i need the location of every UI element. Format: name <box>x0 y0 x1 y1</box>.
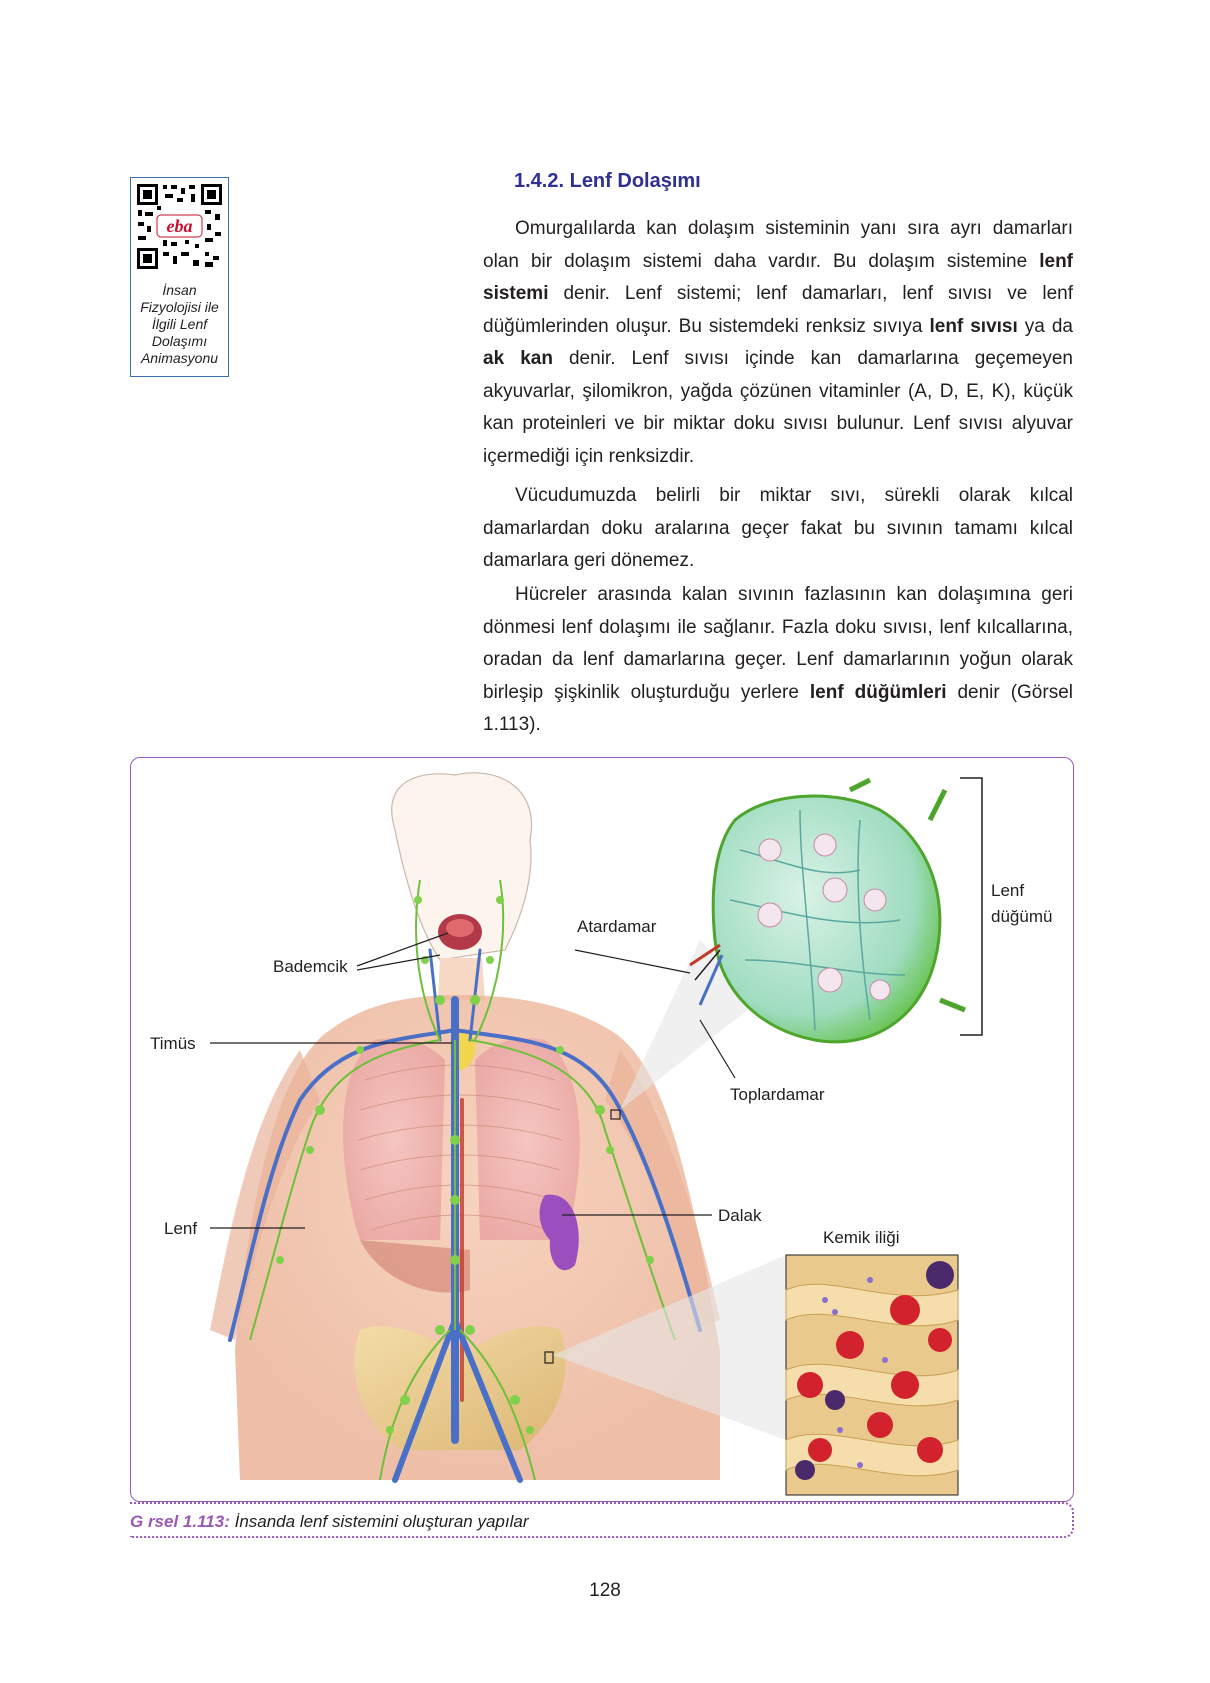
bold-term: lenf sistemi <box>483 250 1073 304</box>
bone-marrow-zoom <box>786 1255 958 1495</box>
label-toplardamar: Toplardamar <box>730 1085 825 1104</box>
caption-label: G rsel 1.113: <box>130 1512 230 1531</box>
text-run: ya da <box>1017 315 1073 337</box>
text-run: denir. Lenf sıvısı içinde kan damarlarına geçemeyen akyuvarlar, şilomikron, yağda çözünen vitaminler (A, D, E, K), küçük kan proteinleri ve bir miktar doku sıvısı bulunur. Lenf sıvısı alyuvar içermediği için renksizdir. <box>483 348 1074 467</box>
qr-caption: İnsan Fizyolojisi ile İlgili Lenf Dolaşımı Animasyonu <box>140 282 219 366</box>
label-bademcik: Bademcik <box>273 957 348 976</box>
label-kemik-iligi: Kemik iliği <box>823 1228 900 1247</box>
label-dalak: Dalak <box>718 1206 762 1225</box>
bold-term: lenf sıvısı <box>929 315 1018 337</box>
figure-caption <box>130 1512 528 1532</box>
label-lenf-dugumu-line2: düğümü <box>991 907 1053 926</box>
text-run: Vücudumuzda belirli bir miktar sıvı, sürekli olarak kılcal damarlardan doku aralarına geçer fakat bu sıvının tamamı kılcal damarlara geri dönemez. <box>483 485 1073 571</box>
label-atardamar: Atardamar <box>577 917 657 936</box>
bold-term: ak kan <box>483 348 553 369</box>
label-lenf: Lenf <box>164 1219 198 1238</box>
bold-term: lenf düğümleri <box>809 681 947 703</box>
text-run: Hücreler arasında kalan sıvının fazlasının kan dolaşımına geri dönmesi lenf dolaşımı ile sağlanır. Fazla doku sıvısı, lenf kılcallarına, oradan da lenf damarlarına geçer. Lenf damarlarının yoğun olarak birleşip şişkinlik oluşturduğu yerlere <box>483 584 1073 703</box>
section-heading: 1.4.2. Lenf Dolaşımı <box>514 170 701 192</box>
label-lenf-dugumu-line1: Lenf <box>991 881 1025 900</box>
page-number: 128 <box>589 1580 621 1601</box>
caption-text: İnsanda lenf sistemini oluşturan yapılar <box>234 1512 529 1531</box>
eba-logo: eba <box>166 216 193 236</box>
text-run: denir. Lenf sistemi; lenf damarları, lenf sıvısı ve lenf düğümlerinden oluşur. Bu sistemdeki renksiz sıvıya <box>483 283 1073 337</box>
text-run: Omurgalılarda kan dolaşım sisteminin yanı sıra ayrı damarları olan bir dolaşım sistemi daha vardır. Bu dolaşım sistemine <box>483 218 1073 272</box>
text-run: denir (Görsel 1.113). <box>483 681 1073 735</box>
label-timus: Timüs <box>150 1034 196 1053</box>
